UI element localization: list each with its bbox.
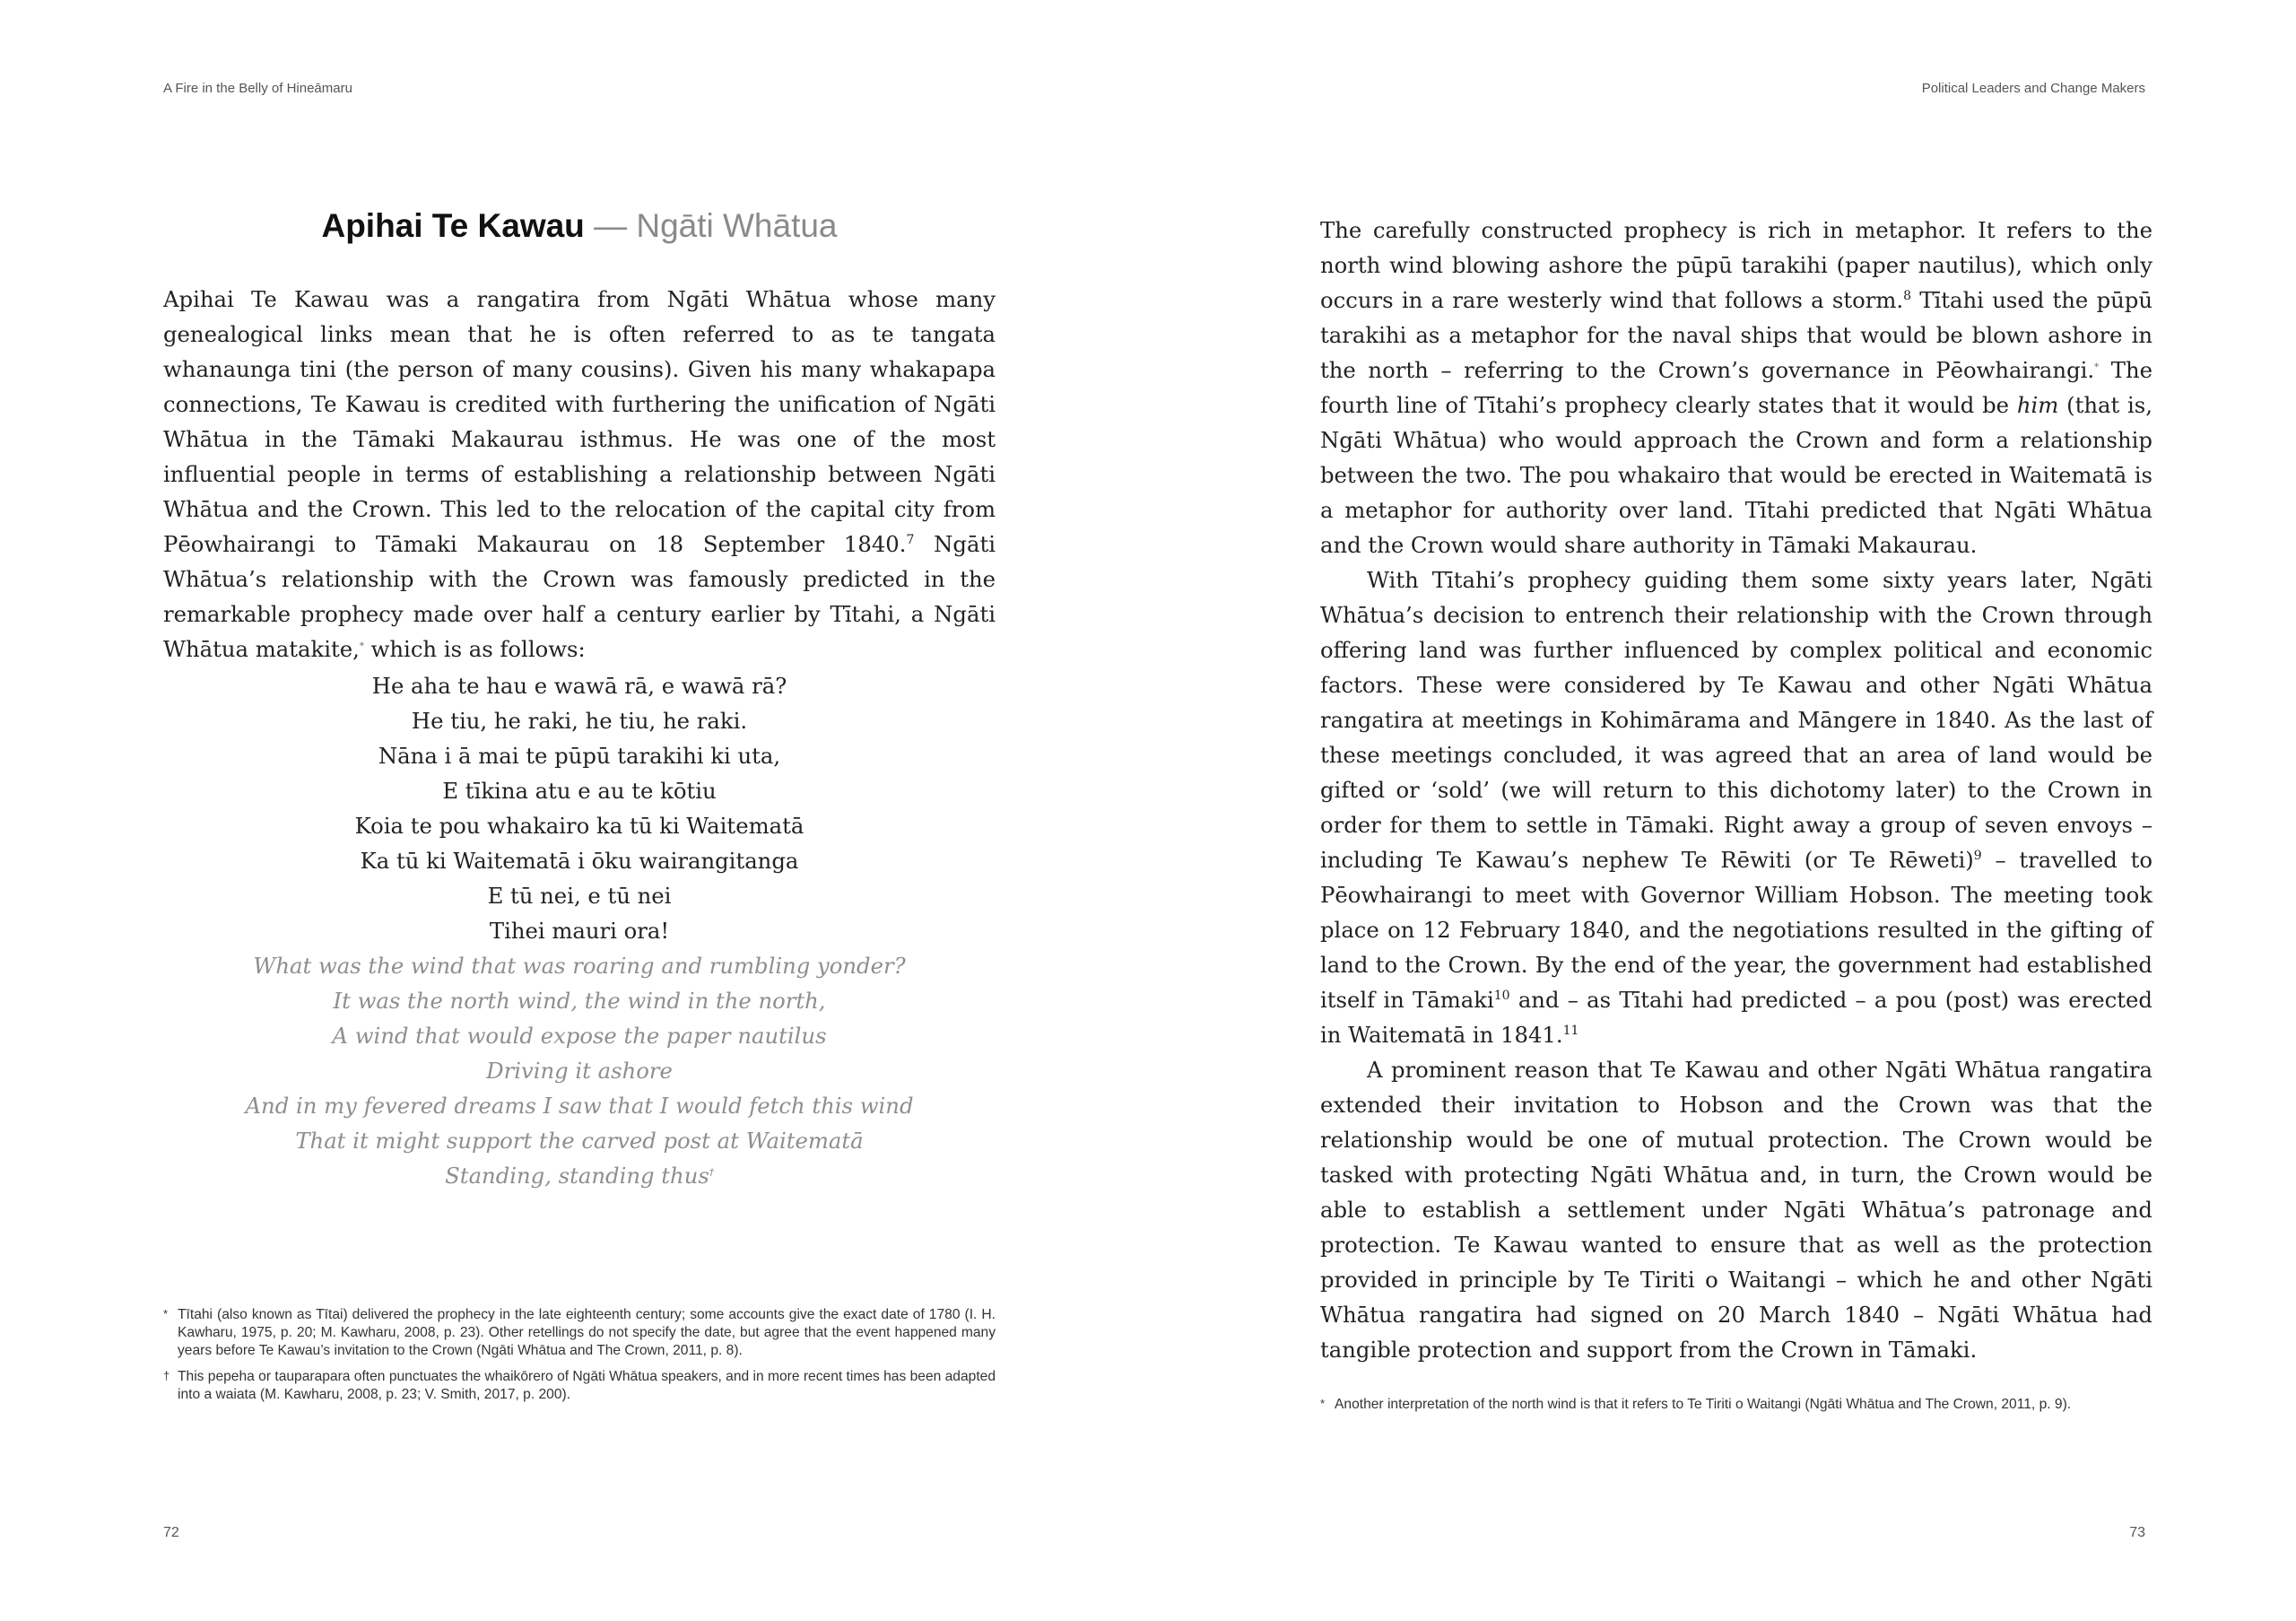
poem-line-english: What was the wind that was roaring and rumbling yonder? (253, 953, 906, 979)
endnote-ref-9[interactable]: 9 (1973, 848, 1982, 863)
paragraph-3: A prominent reason that Te Kawau and other Ngāti Whātua rangatira extended their invitation to Hobson and the Crown was that the relationship would be one of mutual protection. The Crown would be tasked with protecting Ngāti Whātua and, in turn, the Crown would be able to establish a settlement under Ngāti Whātua’s patronage and protection. Te Kawau wanted to ensure that as well as the protection provided in principle by Te Tiriti o Waitangi – which he and other Ngāti Whātua rangatira had signed on 20 March 1840 – Ngāti Whātua had tangible protection and support from the Crown in Tāmaki. (1320, 1057, 2152, 1363)
poem-line-maori: He aha te hau e wawā rā, e wawā rā? (371, 673, 787, 699)
poem-line-maori: E tū nei, e tū nei (487, 883, 672, 909)
text-run: Ngāti Whātua’s relationship with the Crown was famously predicted in the remarkable prophecy made over half a century earlier by Tītahi, a Ngāti Whātua matakite, (163, 531, 996, 662)
footnote-item (163, 1368, 996, 1404)
footnote-text: Tītahi (also known as Tītai) delivered the prophecy in the late eighteenth century; some accounts give the exact date of 1780 (I. H. Kawharu, 1975, p. 20; M. Kawharu, 2008, p. 23). Other retellings do not specify the date, but agree that the event happened many years before Te Kawau’s invitation to the Crown (Ngāti Whātua and The Crown, 2011, p. 8). (178, 1307, 996, 1358)
paragraph-2 (1320, 562, 2152, 1052)
poem-line-text: Standing, standing thus (445, 1163, 709, 1189)
footnote-ref-asterisk[interactable]: * (2094, 362, 2100, 372)
text-run: (that is, Ngāti Whātua) who would approach the Crown and form a relationship between the two. The pou whakairo that would be erected in Waitematā is a metaphor for authority over land. Tītahi predicted that Ngāti Whātua and the Crown would share authority in Tāmaki Makaurau. (1320, 392, 2152, 558)
text-run: The carefully constructed prophecy is rich in metaphor. It refers to the north wind blowing ashore the pūpū tarakihi (paper nautilus), which only occurs in a rare westerly wind that follows a storm. (1320, 217, 2152, 313)
footnote-ref-asterisk[interactable]: * (359, 641, 364, 651)
poem-line-maori: Ka tū ki Waitematā i ōku wairangitanga (360, 848, 799, 874)
poem-line-english (163, 1158, 996, 1193)
text-run: With Tītahi’s prophecy guiding them some sixty years later, Ngāti Whātua’s decision to entrench their relationship with the Crown through offering land was further influenced by complex political and economic factors. These were considered by Te Kawau and other Ngāti Whātua rangatira at meetings in Kohimārama and Māngere in 1840. As the last of these meetings concluded, it was agreed that an area of land would be gifted or ‘sold’ (we will return to this dichotomy later) to the Crown in order for them to settle in Tāmaki. Right away a group of seven envoys – including Te Kawau’s nephew Te Rēwiti (or Te Rēweti) (1320, 567, 2152, 873)
text-run: – travelled to Pēowhairangi to meet with Governor William Hobson. The meeting took place on 12 February 1840, and the negotiations resulted in the gifting of land to the Crown. By the end of the year, the government had established itself in Tāmaki (1320, 847, 2152, 1013)
text-run: Tītahi used the pūpū tarakihi as a metaphor for the naval ships that would be blown ashore in the north – referring to the Crown’s governance in Pēowhairangi. (1320, 287, 2152, 383)
poem-line-english: It was the north wind, the wind in the north, (333, 988, 826, 1014)
page-number-right: 73 (2129, 1525, 2145, 1540)
poem-line-english: That it might support the carved post at Waitematā (295, 1128, 864, 1154)
intro-paragraph (163, 282, 996, 667)
footnote-text: This pepeha or tauparapara often punctuates the whaikōrero of Ngāti Whātua speakers, and in more recent times has been adapted into a waiata (M. Kawharu, 2008, p. 23; V. Smith, 2017, p. 200). (178, 1369, 996, 1402)
footnote-symbol: * (163, 1307, 169, 1320)
endnote-ref-10[interactable]: 10 (1493, 988, 1510, 1003)
prophecy-poem (163, 668, 996, 1193)
running-head-right: Political Leaders and Change Makers (1921, 81, 2145, 96)
footnote-ref-dagger[interactable]: † (709, 1167, 714, 1178)
page-number-left: 72 (163, 1525, 179, 1540)
poem-line-maori: Nāna i ā mai te pūpū tarakihi ki uta, (378, 743, 781, 769)
footnote-text: Another interpretation of the north wind is that it refers to Te Tiriti o Waitangi (Ngāti Whātua and The Crown, 2011, p. 9). (1335, 1397, 2072, 1412)
footnote-symbol: * (1320, 1397, 1326, 1410)
right-footnotes (1320, 1396, 2152, 1422)
poem-line-maori: Tihei mauri ora! (489, 918, 670, 944)
left-footnotes (163, 1306, 996, 1412)
footnote-item (163, 1306, 996, 1360)
poem-line-maori: Koia te pou whakairo ka tū ki Waitematā (354, 813, 804, 839)
poem-line-maori: He tiu, he raki, he tiu, he raki. (411, 708, 748, 734)
emphasis-him: him (2016, 392, 2059, 418)
text-run: and – as Tītahi had predicted – a pou (post) was erected in Waitematā in 1841. (1320, 987, 2152, 1048)
left-body-text (163, 282, 996, 667)
footnote-symbol: † (163, 1369, 170, 1382)
section-heading (163, 205, 996, 248)
heading-dash: — (594, 207, 628, 244)
footnote-item (1320, 1396, 2152, 1414)
running-head-left: A Fire in the Belly of Hineāmaru (163, 81, 352, 96)
poem-line-english: A wind that would expose the paper nautilus (332, 1023, 827, 1049)
poem-line-english: And in my fevered dreams I saw that I would fetch this wind (245, 1093, 914, 1119)
endnote-ref-8[interactable]: 8 (1903, 288, 1912, 303)
text-run: Apihai Te Kawau was a rangatira from Ngāti Whātua whose many genealogical links mean that he is often referred to as te tangata whanaunga tini (the person of many cousins). Given his many whakapapa connections, Te Kawau is credited with furthering the unification of Ngāti Whātua in the Tāmaki Makaurau isthmus. He was one of the most influential people in terms of establishing a relationship between Ngāti Whātua and the Crown. This led to the relocation of the capital city from Pēowhairangi to Tāmaki Makaurau on 18 September 1840. (163, 286, 996, 557)
right-body-text (1320, 213, 2152, 1367)
endnote-ref-7[interactable]: 7 (906, 532, 915, 547)
poem-line-maori: E tīkina atu e au te kōtiu (442, 778, 717, 804)
poem-line-english: Driving it ashore (486, 1058, 673, 1084)
paragraph-1 (1320, 213, 2152, 562)
text-run: which is as follows: (363, 636, 586, 662)
text-run: The fourth line of Tītahi’s prophecy clearly states that it would be (1320, 357, 2152, 418)
endnote-ref-11[interactable]: 11 (1562, 1023, 1579, 1038)
heading-iwi: Ngāti Whātua (636, 207, 838, 244)
heading-name: Apihai Te Kawau (321, 207, 585, 244)
